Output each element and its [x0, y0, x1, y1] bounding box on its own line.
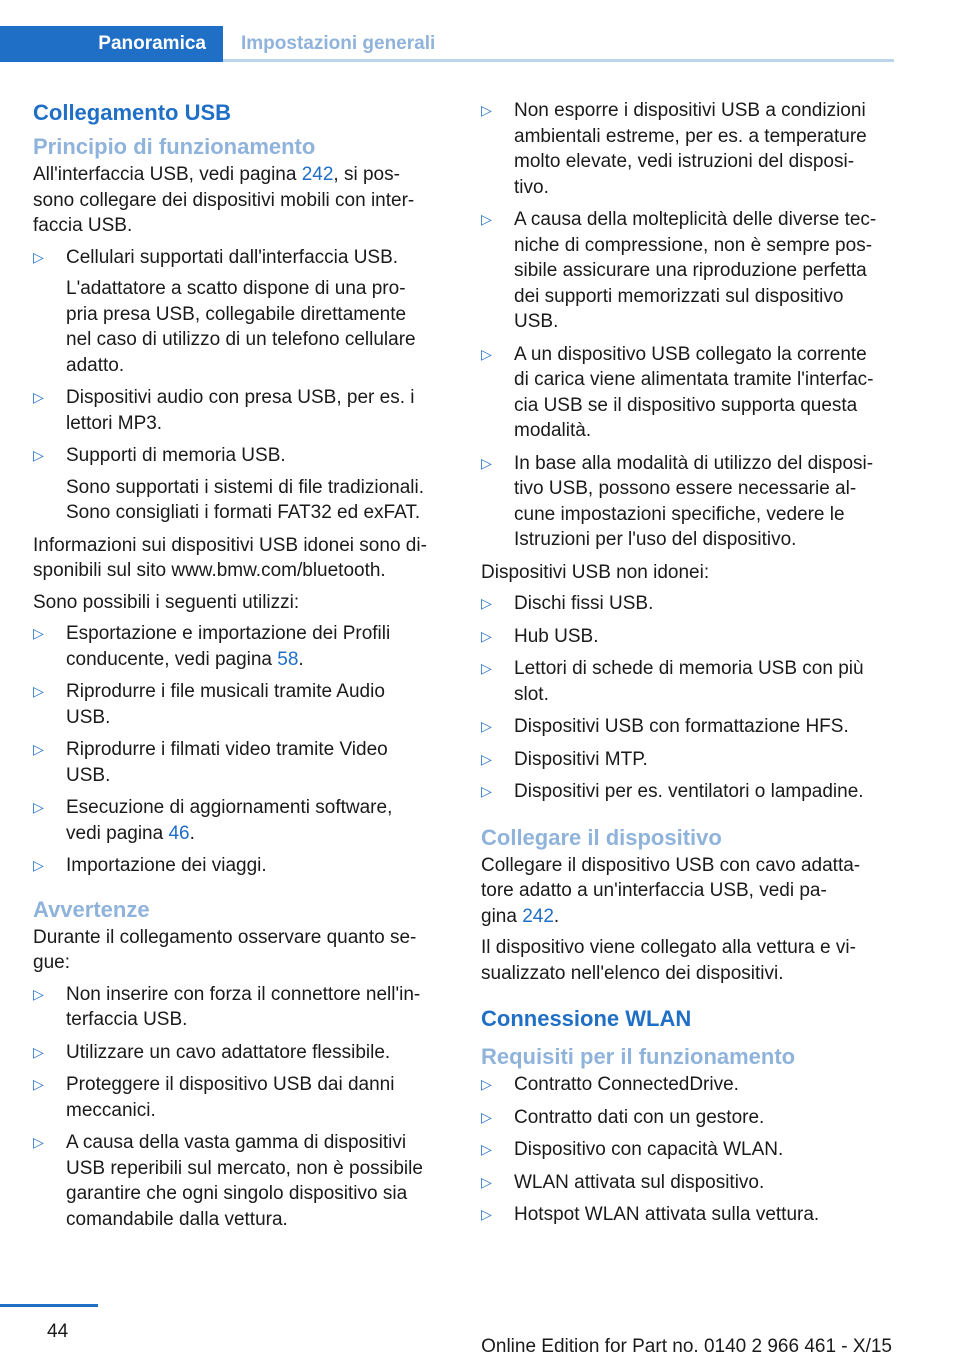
list-item-text: Dispositivo con capacità WLAN. — [514, 1139, 784, 1160]
list-unsuitable — [481, 591, 899, 805]
tab-impostazioni-generali[interactable]: Impostazioni generali — [241, 33, 436, 54]
list-item — [481, 714, 899, 740]
list-item — [481, 451, 899, 553]
list-item — [481, 1202, 899, 1228]
bullet-arrow-icon: ▷ — [481, 345, 492, 362]
subsection-avvertenze: Avvertenze — [33, 896, 150, 922]
list-item-text: Contratto dati con un gestore. — [514, 1106, 765, 1128]
list-item-text: Esportazione e importazione dei Profili conducente, vedi pagina — [66, 623, 391, 670]
list-item-text: Dischi fissi USB. — [514, 593, 654, 614]
bullet-arrow-icon: ▷ — [481, 718, 492, 734]
list-item-text: In base alla modalità di utilizzo del disposi- tivo USB, possono essere necessarie al- cune impostazioni specifiche, vedere le Istruzioni per l'uso del dispositivo. — [514, 452, 874, 550]
edition-label: Online Edition for Part no. 0140 2 966 461 - X/15 — [481, 1336, 892, 1357]
bullet-arrow-icon: ▷ — [481, 102, 492, 118]
list-item — [481, 624, 899, 650]
bullet-arrow-icon: ▷ — [33, 1134, 44, 1150]
list-item-text: Riprodurre i file musicali tramite Audio USB. — [66, 681, 385, 728]
list-item — [481, 656, 899, 707]
list-uses — [33, 621, 451, 879]
bullet-arrow-icon: ▷ — [33, 1076, 44, 1092]
paragraph-usb-intro: All'interfaccia USB, vedi pagina 242, si pos- sono collegare dei dispositivi mobili con inter- faccia USB. — [33, 164, 415, 236]
header-rule — [223, 59, 894, 62]
bullet-arrow-icon: ▷ — [481, 1173, 492, 1190]
bullet-arrow-icon: ▷ — [481, 454, 492, 471]
list-item — [481, 207, 899, 335]
tab-panoramica[interactable]: Panoramica — [0, 26, 223, 62]
list-item — [33, 679, 451, 730]
list-item — [481, 747, 899, 773]
paragraph-unsuitable: Dispositivi USB non idonei: — [481, 561, 710, 583]
list-item — [481, 1170, 899, 1196]
list-item-detail: Sono supportati i sistemi di file tradizionali. Sono consigliati i formati FAT32 ed exFAT. — [66, 476, 425, 523]
subsection-principio: Principio di funzionamento — [33, 134, 316, 159]
list-item-text: Dispositivi USB con formattazione HFS. — [514, 716, 849, 737]
list-item — [33, 245, 451, 379]
list-item-text: Importazione dei viaggi. — [66, 855, 267, 876]
list-item-text: Riprodurre i filmati video tramite Video USB. — [66, 739, 388, 786]
list-item-text: Contratto ConnectedDrive. — [514, 1074, 739, 1095]
right-column — [481, 98, 899, 1235]
list-item-text: Hotspot WLAN attivata sulla vettura. — [514, 1204, 820, 1225]
list-item — [481, 1137, 899, 1163]
bullet-arrow-icon: ▷ — [481, 1108, 492, 1125]
list-item — [33, 1040, 451, 1066]
list-item-text: WLAN attivata sul dispositivo. — [514, 1171, 765, 1193]
list-item — [481, 342, 899, 444]
paragraph-info: Informazioni sui dispositivi USB idonei sono di- sponibili sul sito www.bmw.com/bluetooth. — [33, 534, 427, 581]
list-item — [33, 795, 451, 846]
bullet-arrow-icon: ▷ — [33, 1043, 44, 1060]
list-item-text: Dispositivi audio con presa USB, per es. i lettori MP3. — [66, 387, 415, 434]
bullet-arrow-icon: ▷ — [33, 985, 44, 1002]
list-item — [481, 591, 899, 617]
list-item-text: Utilizzare un cavo adattatore flessibile. — [66, 1041, 391, 1063]
bullet-arrow-icon: ▷ — [33, 683, 44, 699]
list-item-text: Dispositivi MTP. — [514, 748, 648, 770]
page-link[interactable]: 242 — [301, 164, 334, 185]
list-item-text: Supporti di memoria USB. — [66, 445, 286, 466]
paragraph-uses: Sono possibili i seguenti utilizzi: — [33, 591, 300, 613]
paragraph-warnings: Durante il collegamento osservare quanto se- gue: — [33, 926, 417, 973]
list-supported — [33, 245, 451, 526]
bullet-arrow-icon: ▷ — [481, 595, 492, 611]
list-item — [33, 1072, 451, 1123]
list-warnings — [33, 982, 451, 1233]
left-column — [33, 98, 451, 1239]
bullet-arrow-icon: ▷ — [33, 799, 44, 815]
bullet-arrow-icon: ▷ — [33, 625, 44, 641]
list-item — [481, 779, 899, 805]
list-item — [33, 853, 451, 879]
list-item — [33, 385, 451, 436]
list-item-punct: . — [298, 648, 304, 670]
list-item-text: Proteggere il dispositivo USB dai danni meccanici. — [66, 1074, 395, 1121]
page-number: 44 — [47, 1321, 69, 1342]
section-title-usb: Collegamento USB — [33, 100, 232, 125]
page-link[interactable]: 46 — [168, 822, 190, 844]
paragraph-connected: Il dispositivo viene collegato alla vettura e vi- sualizzato nell'elenco dei dispositivi. — [481, 937, 856, 984]
list-item — [33, 443, 451, 526]
list-item-text: Esecuzione di aggiornamenti software, vedi pagina — [66, 797, 393, 844]
footer-rule — [0, 1304, 98, 1307]
bullet-arrow-icon: ▷ — [481, 660, 492, 676]
list-item-text: A causa della vasta gamma di dispositivi USB reperibili sul mercato, non è possibile garantire che ogni singolo dispositivo sia comandabile dalla vettura. — [66, 1132, 423, 1230]
list-item — [33, 1130, 451, 1232]
list-item-text: Hub USB. — [514, 625, 599, 647]
bullet-arrow-icon: ▷ — [481, 627, 492, 644]
subsection-collegare: Collegare il dispositivo — [481, 824, 722, 850]
bullet-arrow-icon: ▷ — [33, 857, 44, 873]
list-item — [481, 98, 899, 200]
bullet-arrow-icon: ▷ — [33, 248, 44, 265]
page-link[interactable]: 58 — [277, 648, 299, 670]
bullet-arrow-icon: ▷ — [481, 211, 492, 227]
paragraph-connect: Collegare il dispositivo USB con cavo adatta- tore adatto a un'interfaccia USB, vedi pa- gina 242. — [481, 854, 861, 927]
list-item — [481, 1105, 899, 1131]
bullet-arrow-icon: ▷ — [33, 389, 44, 405]
bullet-arrow-icon: ▷ — [481, 750, 492, 767]
list-item — [481, 1072, 899, 1098]
bullet-arrow-icon: ▷ — [33, 741, 44, 757]
list-item — [33, 621, 451, 672]
bullet-arrow-icon: ▷ — [481, 1141, 492, 1157]
list-item-text: A causa della molteplicità delle diverse tec- niche di compressione, non è sempre pos- sibile assicurare una riproduzione perfetta dei supporti memorizzati sul dispositivo USB. — [514, 209, 877, 332]
list-item-text: Cellulari supportati dall'interfaccia USB. — [66, 246, 399, 268]
bullet-arrow-icon: ▷ — [481, 783, 492, 799]
section-title-wlan: Connessione WLAN — [481, 1006, 692, 1031]
list-warnings-continued — [481, 98, 899, 553]
list-item-text: Dispositivi per es. ventilatori o lampadine. — [514, 781, 864, 802]
list-item-text: Non inserire con forza il connettore nell'in- terfaccia USB. — [66, 983, 421, 1030]
bullet-arrow-icon: ▷ — [481, 1206, 492, 1222]
list-item — [33, 737, 451, 788]
subsection-requisiti: Requisiti per il funzionamento — [481, 1044, 796, 1069]
list-item-text: A un dispositivo USB collegato la corrente di carica viene alimentata tramite l'interfac- cia USB se il dispositivo supporta questa modalità. — [514, 343, 874, 441]
list-requirements — [481, 1072, 899, 1228]
bullet-arrow-icon: ▷ — [481, 1076, 492, 1092]
list-item-text: Lettori di schede di memoria USB con più slot. — [514, 658, 864, 705]
list-item-punct: . — [189, 822, 195, 844]
list-item — [33, 982, 451, 1033]
bullet-arrow-icon: ▷ — [33, 447, 44, 463]
page-link[interactable]: 242 — [522, 905, 554, 927]
page-header — [0, 0, 960, 62]
list-item-text: Non esporre i dispositivi USB a condizioni ambientali estreme, per es. a temperature molto elevate, vedi istruzioni del disposi- tivo. — [514, 100, 867, 198]
list-item-detail: L'adattatore a scatto dispone di una pro- pria presa USB, collegabile direttamente nel caso di utilizzo di un telefono cellulare adatto. — [66, 278, 416, 376]
